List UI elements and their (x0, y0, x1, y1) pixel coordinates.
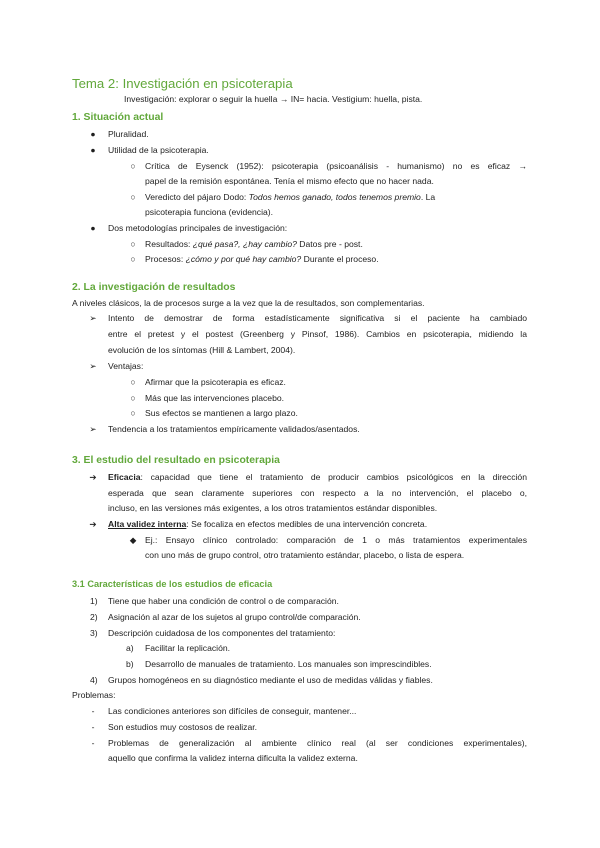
validez-def: : Se focaliza en efectos medibles de una intervención concreta. (186, 519, 428, 529)
dodo-line-2: psicoterapia funciona (evidencia). (145, 207, 274, 217)
bullet-utilidad: Utilidad de la psicoterapia. (108, 145, 209, 155)
section-2-intro: A niveles clásicos, la de procesos surge a la vez que la de resultados, son complementarias. (72, 298, 425, 308)
eysenck-line-2: papel de la remisión espontánea. Tenía el mismo efecto que no hacer nada. (145, 176, 434, 186)
section-1-heading: 1. Situación actual (72, 112, 164, 123)
procesos-label: Procesos: (145, 254, 186, 264)
caracteristica-2: Asignación al azar de los sujetos al grupo control/de comparación. (108, 612, 361, 622)
ensayo-line-2: con uno más de grupo control, otro tratamiento estándar, placebo, o lista de espera. (145, 550, 465, 560)
letter-a: a) (126, 643, 134, 653)
resultados-question: ¿qué pasa?, ¿hay cambio? (192, 239, 297, 249)
dodo-prefix: Veredicto del pájaro Dodo: (145, 192, 249, 202)
ventaja-2: Más que las intervenciones placebo. (145, 393, 285, 403)
bullet-circle-icon: ○ (130, 377, 136, 387)
eficacia-line-2: esperada que sean claramente superiores con respecto a la no intervención, el placebo o, (108, 488, 527, 498)
validez-line (108, 519, 427, 530)
bullet-dot-icon: ● (90, 145, 96, 155)
section-3-1-heading: 3.1 Características de los estudios de eficacia (72, 579, 273, 589)
sub-item-b: Desarrollo de manuales de tratamiento. Los manuales son imprescindibles. (145, 659, 432, 669)
eficacia-def: : capacidad que tiene el tratamiento de producir cambios psicológicos en la dirección (140, 472, 527, 482)
bullet-circle-icon: ○ (130, 254, 136, 264)
dash-bullet-icon: - (91, 722, 95, 732)
num-3: 3) (90, 628, 98, 638)
page-title: Tema 2: Investigación en psicoterapia (72, 76, 293, 91)
problema-2: Son estudios muy costosos de realizar. (108, 722, 258, 732)
eficacia-label: Eficacia (108, 472, 141, 482)
dodo-quote-wrap (249, 192, 527, 203)
dodo-quote: Todos hemos ganado, todos tenemos premio (248, 192, 421, 202)
ventaja-3: Sus efectos se mantienen a largo plazo. (145, 408, 298, 418)
arrowhead-icon: ➢ (89, 361, 97, 371)
section-3-heading: 3. El estudio del resultado en psicoterapia (72, 455, 280, 466)
problemas-label: Problemas: (72, 690, 116, 700)
letter-b: b) (126, 659, 134, 669)
dash-bullet-icon: - (91, 706, 95, 716)
bullet-circle-icon: ○ (130, 161, 136, 171)
diamond-bullet-icon: ◆ (129, 535, 137, 545)
arrow-right-icon: ➔ (89, 519, 97, 529)
num-1: 1) (90, 596, 98, 606)
arrowhead-icon: ➢ (89, 313, 97, 323)
arrow-item-1-line-2: entre el pretest y el postest (Greenberg y Pinsof, 1986). Cambios en psicoterapia, midiendo la (108, 329, 527, 339)
dodo-line-1 (145, 192, 527, 203)
bullet-circle-icon: ○ (130, 393, 136, 403)
bullet-circle-icon: ○ (130, 239, 136, 249)
ensayo-line-1: Ej.: Ensayo clínico controlado: comparación de 1 o más tratamientos experimentales (145, 535, 527, 545)
bullet-circle-icon: ○ (130, 192, 136, 202)
subtitle: Investigación: explorar o seguir la huella → IN= hacia. Vestigium: huella, pista. (124, 94, 423, 104)
dash-bullet-icon: - (91, 738, 95, 748)
caracteristica-1: Tiene que haber una condición de control o de comparación. (108, 596, 339, 606)
resultados-detail: Datos pre - post. (296, 239, 363, 249)
problema-1: Las condiciones anteriores son difíciles de conseguir, mantener... (108, 706, 357, 716)
arrow-item-tendencia: Tendencia a los tratamientos empíricamente validados/asentados. (108, 424, 360, 434)
problema-3-line-1: Problemas de generalización al ambiente clínico real (al ser condiciones experimentales), (108, 738, 527, 748)
bullet-circle-icon: ○ (130, 408, 136, 418)
arrow-item-1-line-3: evolución de los síntomas (Hill & Lambert, 2004). (108, 345, 296, 355)
num-4: 4) (90, 675, 98, 685)
resultados-label: Resultados: (145, 239, 193, 249)
section-2-heading: 2. La investigación de resultados (72, 282, 236, 293)
ventaja-1: Afirmar que la psicoterapia es eficaz. (145, 377, 286, 387)
arrow-item-1-line-1: Intento de demostrar de forma estadísticamente significativa si el paciente ha cambiado (108, 313, 527, 323)
eficacia-line-3: incluso, en las versiones más exigentes, a los otros tratamientos estándar disponibles. (108, 503, 438, 513)
procesos-question: ¿cómo y por qué hay cambio? (185, 254, 302, 264)
caracteristica-3: Descripción cuidadosa de los componentes del tratamiento: (108, 628, 336, 638)
bullet-metodologias: Dos metodologías principales de investigación: (108, 223, 288, 233)
arrow-item-ventajas: Ventajas: (108, 361, 144, 371)
eficacia-line-1 (108, 472, 527, 483)
bullet-pluralidad: Pluralidad. (108, 129, 149, 139)
problema-3-line-2: aquello que confirma la validez interna dificulta la validez externa. (108, 753, 358, 763)
resultados-item (145, 239, 363, 250)
bullet-dot-icon: ● (90, 223, 96, 233)
sub-item-a: Facilitar la replicación. (145, 643, 231, 653)
procesos-detail: Durante el proceso. (301, 254, 379, 264)
dodo-suffix: . La (420, 192, 436, 202)
procesos-item (145, 254, 379, 265)
bullet-dot-icon: ● (90, 129, 96, 139)
caracteristica-4: Grupos homogéneos en su diagnóstico mediante el uso de medidas válidas y fiables. (108, 675, 433, 685)
eysenck-line-1: Crítica de Eysenck (1952): psicoterapia (psicoanálisis - humanismo) no es eficaz → (145, 161, 527, 171)
num-2: 2) (90, 612, 98, 622)
arrow-right-icon: ➔ (89, 472, 97, 482)
validez-label: Alta validez interna (108, 519, 187, 529)
arrowhead-icon: ➢ (89, 424, 97, 434)
